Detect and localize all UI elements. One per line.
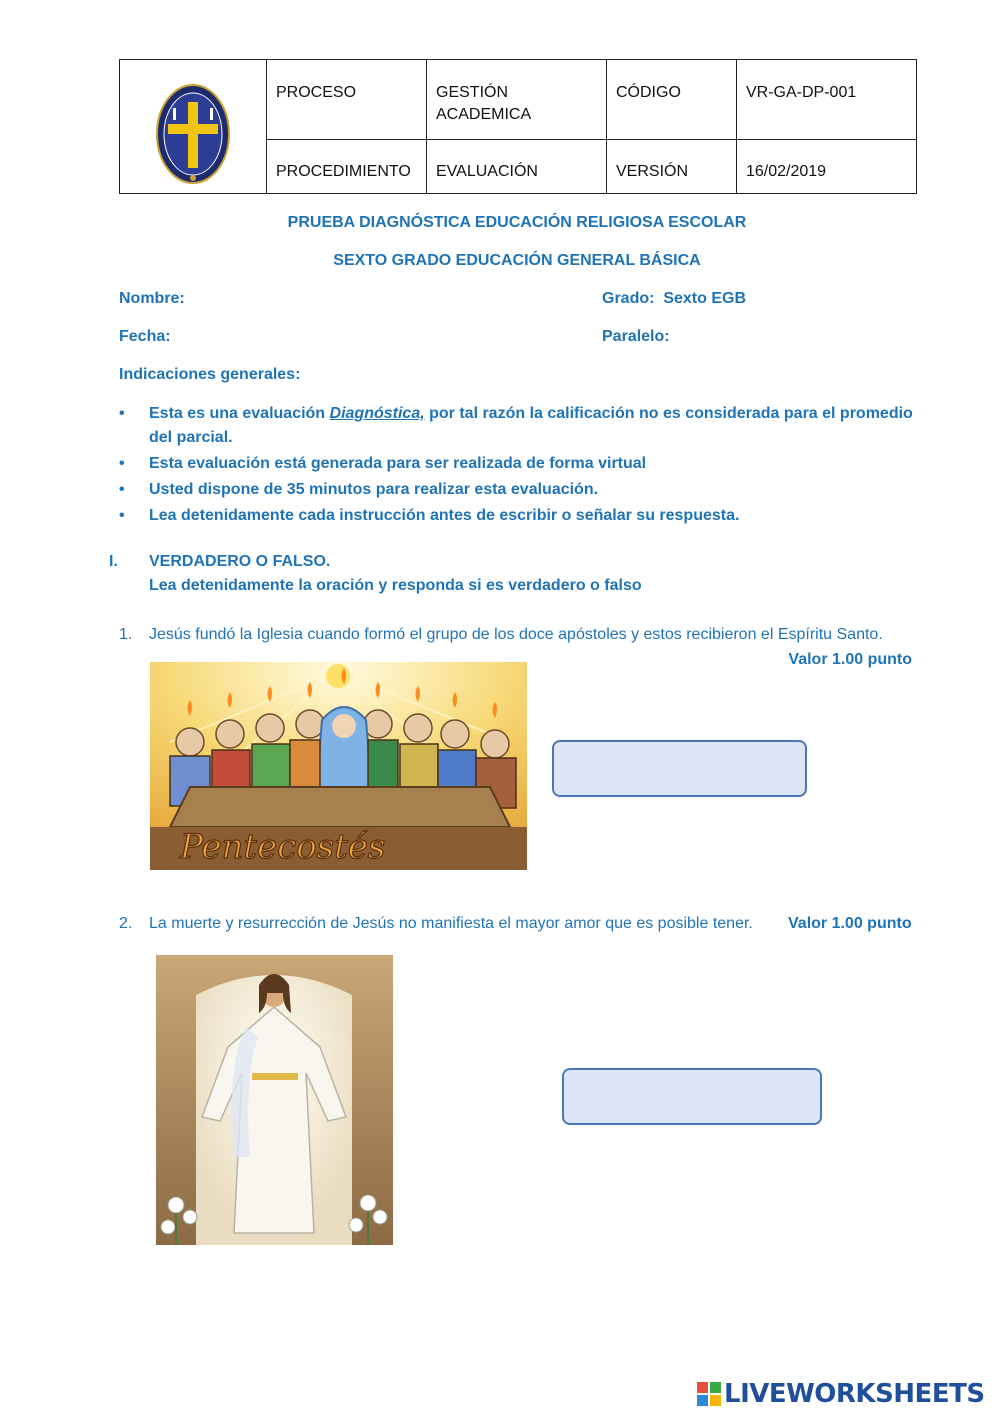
- school-logo: [120, 60, 267, 194]
- codigo-label: CÓDIGO: [607, 60, 737, 140]
- school-crest-icon: [154, 82, 232, 186]
- version-value: 16/02/2019: [737, 139, 917, 193]
- indicacion-item: [119, 478, 919, 502]
- grado-label: Grado: Sexto EGB: [602, 290, 747, 307]
- proceso-value-line2: ACADEMICA: [436, 106, 532, 123]
- question-2-text: La muerte y resurrección de Jesús no manifiesta el mayor amor que es posible tener.: [149, 915, 753, 932]
- indicaciones-list: [119, 402, 919, 530]
- answer-box-2[interactable]: [562, 1068, 822, 1125]
- indicacion-4: Lea detenidamente cada instrucción antes de escribir o señalar su respuesta.: [149, 507, 740, 524]
- indicacion-1-post: por tal razón la calificación no es considerada para el promedio del parcial.: [149, 405, 913, 446]
- paralelo-label: Paralelo:: [602, 328, 670, 345]
- question-1-value: Valor 1.00 punto: [788, 651, 912, 668]
- nombre-label: Nombre:: [119, 290, 185, 307]
- section-number: I.: [109, 553, 118, 570]
- codigo-value: VR-GA-DP-001: [737, 60, 917, 140]
- proceso-label: PROCESO: [267, 60, 427, 140]
- indicacion-3: Usted dispone de 35 minutos para realizar esta evaluación.: [149, 481, 599, 498]
- liveworksheets-brand-text: LIVEWORKSHEETS: [724, 1379, 985, 1409]
- image-caption: Pentecostés: [180, 827, 386, 867]
- proceso-value: [427, 60, 607, 140]
- answer-box-1[interactable]: [552, 740, 807, 797]
- indicaciones-heading: Indicaciones generales:: [119, 366, 301, 383]
- liveworksheets-brand[interactable]: [697, 1378, 985, 1410]
- pentecost-image: [150, 662, 527, 870]
- page-title: PRUEBA DIAGNÓSTICA EDUCACIÓN RELIGIOSA ESCOLAR: [287, 214, 747, 231]
- fecha-label: Fecha:: [119, 328, 171, 345]
- section-instruction: Lea detenidamente la oración y responda si es verdadero o falso: [149, 577, 642, 594]
- document-header-table: [119, 59, 917, 194]
- page-subtitle: SEXTO GRADO EDUCACIÓN GENERAL BÁSICA: [333, 252, 701, 269]
- risen-jesus-image: [156, 955, 393, 1245]
- indicacion-item: [119, 504, 919, 528]
- bullet-icon: •: [119, 481, 125, 498]
- indicacion-item: [119, 452, 919, 476]
- bullet-icon: •: [119, 507, 125, 524]
- procedimiento-label: PROCEDIMIENTO: [267, 139, 427, 193]
- indicacion-item: [119, 402, 919, 450]
- indicacion-1-pre: Esta es una evaluación: [149, 405, 330, 422]
- bullet-icon: •: [119, 455, 125, 472]
- question-1-number: 1.: [119, 626, 133, 643]
- question-1-text: Jesús fundó la Iglesia cuando formó el grupo de los doce apóstoles y estos recibieron el Espíritu Santo.: [149, 626, 883, 643]
- indicacion-2: Esta evaluación está generada para ser realizada de forma virtual: [149, 455, 647, 472]
- indicacion-1-em: Diagnóstica,: [329, 405, 425, 422]
- procedimiento-value: EVALUACIÓN: [427, 139, 607, 193]
- bullet-icon: •: [119, 405, 125, 422]
- proceso-value-line1: GESTIÓN: [436, 84, 509, 101]
- section-title: VERDADERO O FALSO.: [149, 553, 331, 570]
- question-2-value: Valor 1.00 punto: [788, 915, 912, 932]
- liveworksheets-logo-icon: [697, 1382, 721, 1406]
- version-label: VERSIÓN: [607, 139, 737, 193]
- question-2-number: 2.: [119, 915, 133, 932]
